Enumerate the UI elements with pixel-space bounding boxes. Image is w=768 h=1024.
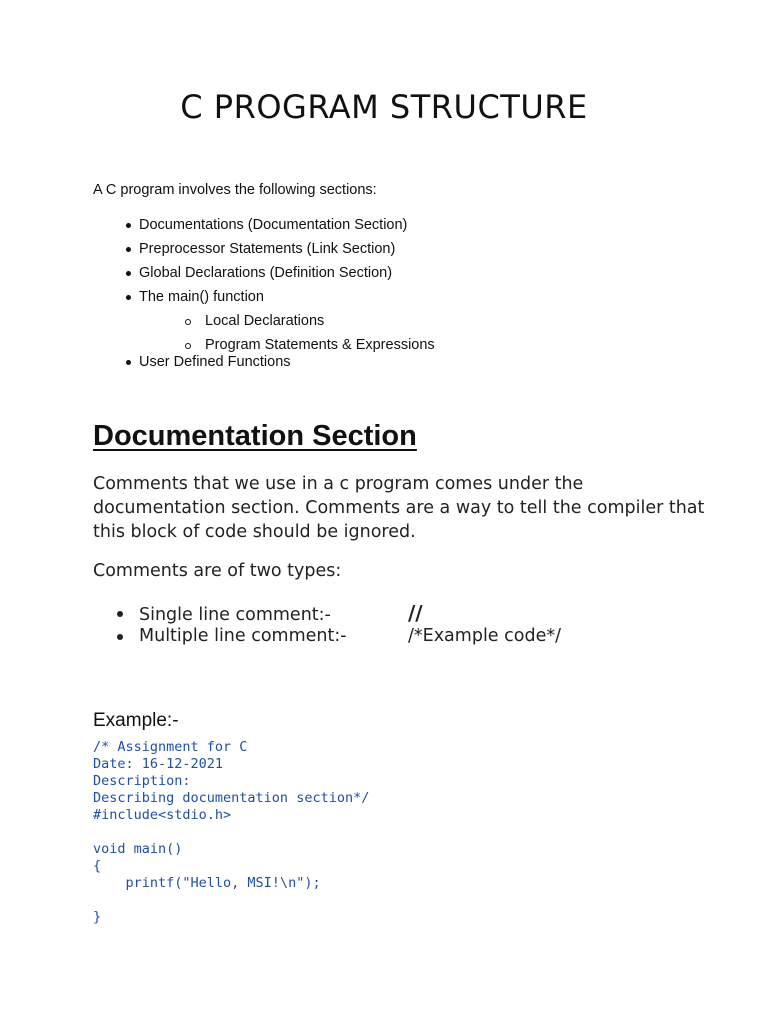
list-item: User Defined Functions <box>93 353 435 377</box>
list-item: Global Declarations (Definition Section) <box>93 264 435 288</box>
comment-type-item <box>93 602 561 625</box>
list-item: The main() function <box>93 288 435 312</box>
list-item: Preprocessor Statements (Link Section) <box>93 240 435 264</box>
list-item: Documentations (Documentation Section) <box>93 216 435 240</box>
intro-text: A C program involves the following sections: <box>93 182 377 198</box>
sub-list-item: Program Statements & Expressions <box>93 336 435 353</box>
comment-type-label: Multiple line comment:- <box>139 626 347 646</box>
section-paragraph: Comments that we use in a c program comes under the documentation section. Comments are a way to tell the compiler that this block of code should be ignored. <box>93 474 705 542</box>
comment-type-syntax: // <box>408 601 423 625</box>
code-block: /* Assignment for C Date: 16-12-2021 Description: Describing documentation section*/ #include<stdio.h> void main() { printf("Hello, MSI!\n"); } <box>93 739 370 925</box>
comment-types-list <box>93 602 561 648</box>
comment-types-intro: Comments are of two types: <box>93 561 342 581</box>
sub-list-item: Local Declarations <box>93 312 435 336</box>
section-heading: Documentation Section <box>93 420 417 452</box>
sections-list <box>93 216 435 377</box>
example-label: Example:- <box>93 710 179 731</box>
comment-type-syntax: /*Example code*/ <box>408 626 561 646</box>
comment-type-item <box>93 625 561 648</box>
page-title: C PROGRAM STRUCTURE <box>180 88 588 126</box>
comment-type-label: Single line comment:- <box>139 605 331 625</box>
